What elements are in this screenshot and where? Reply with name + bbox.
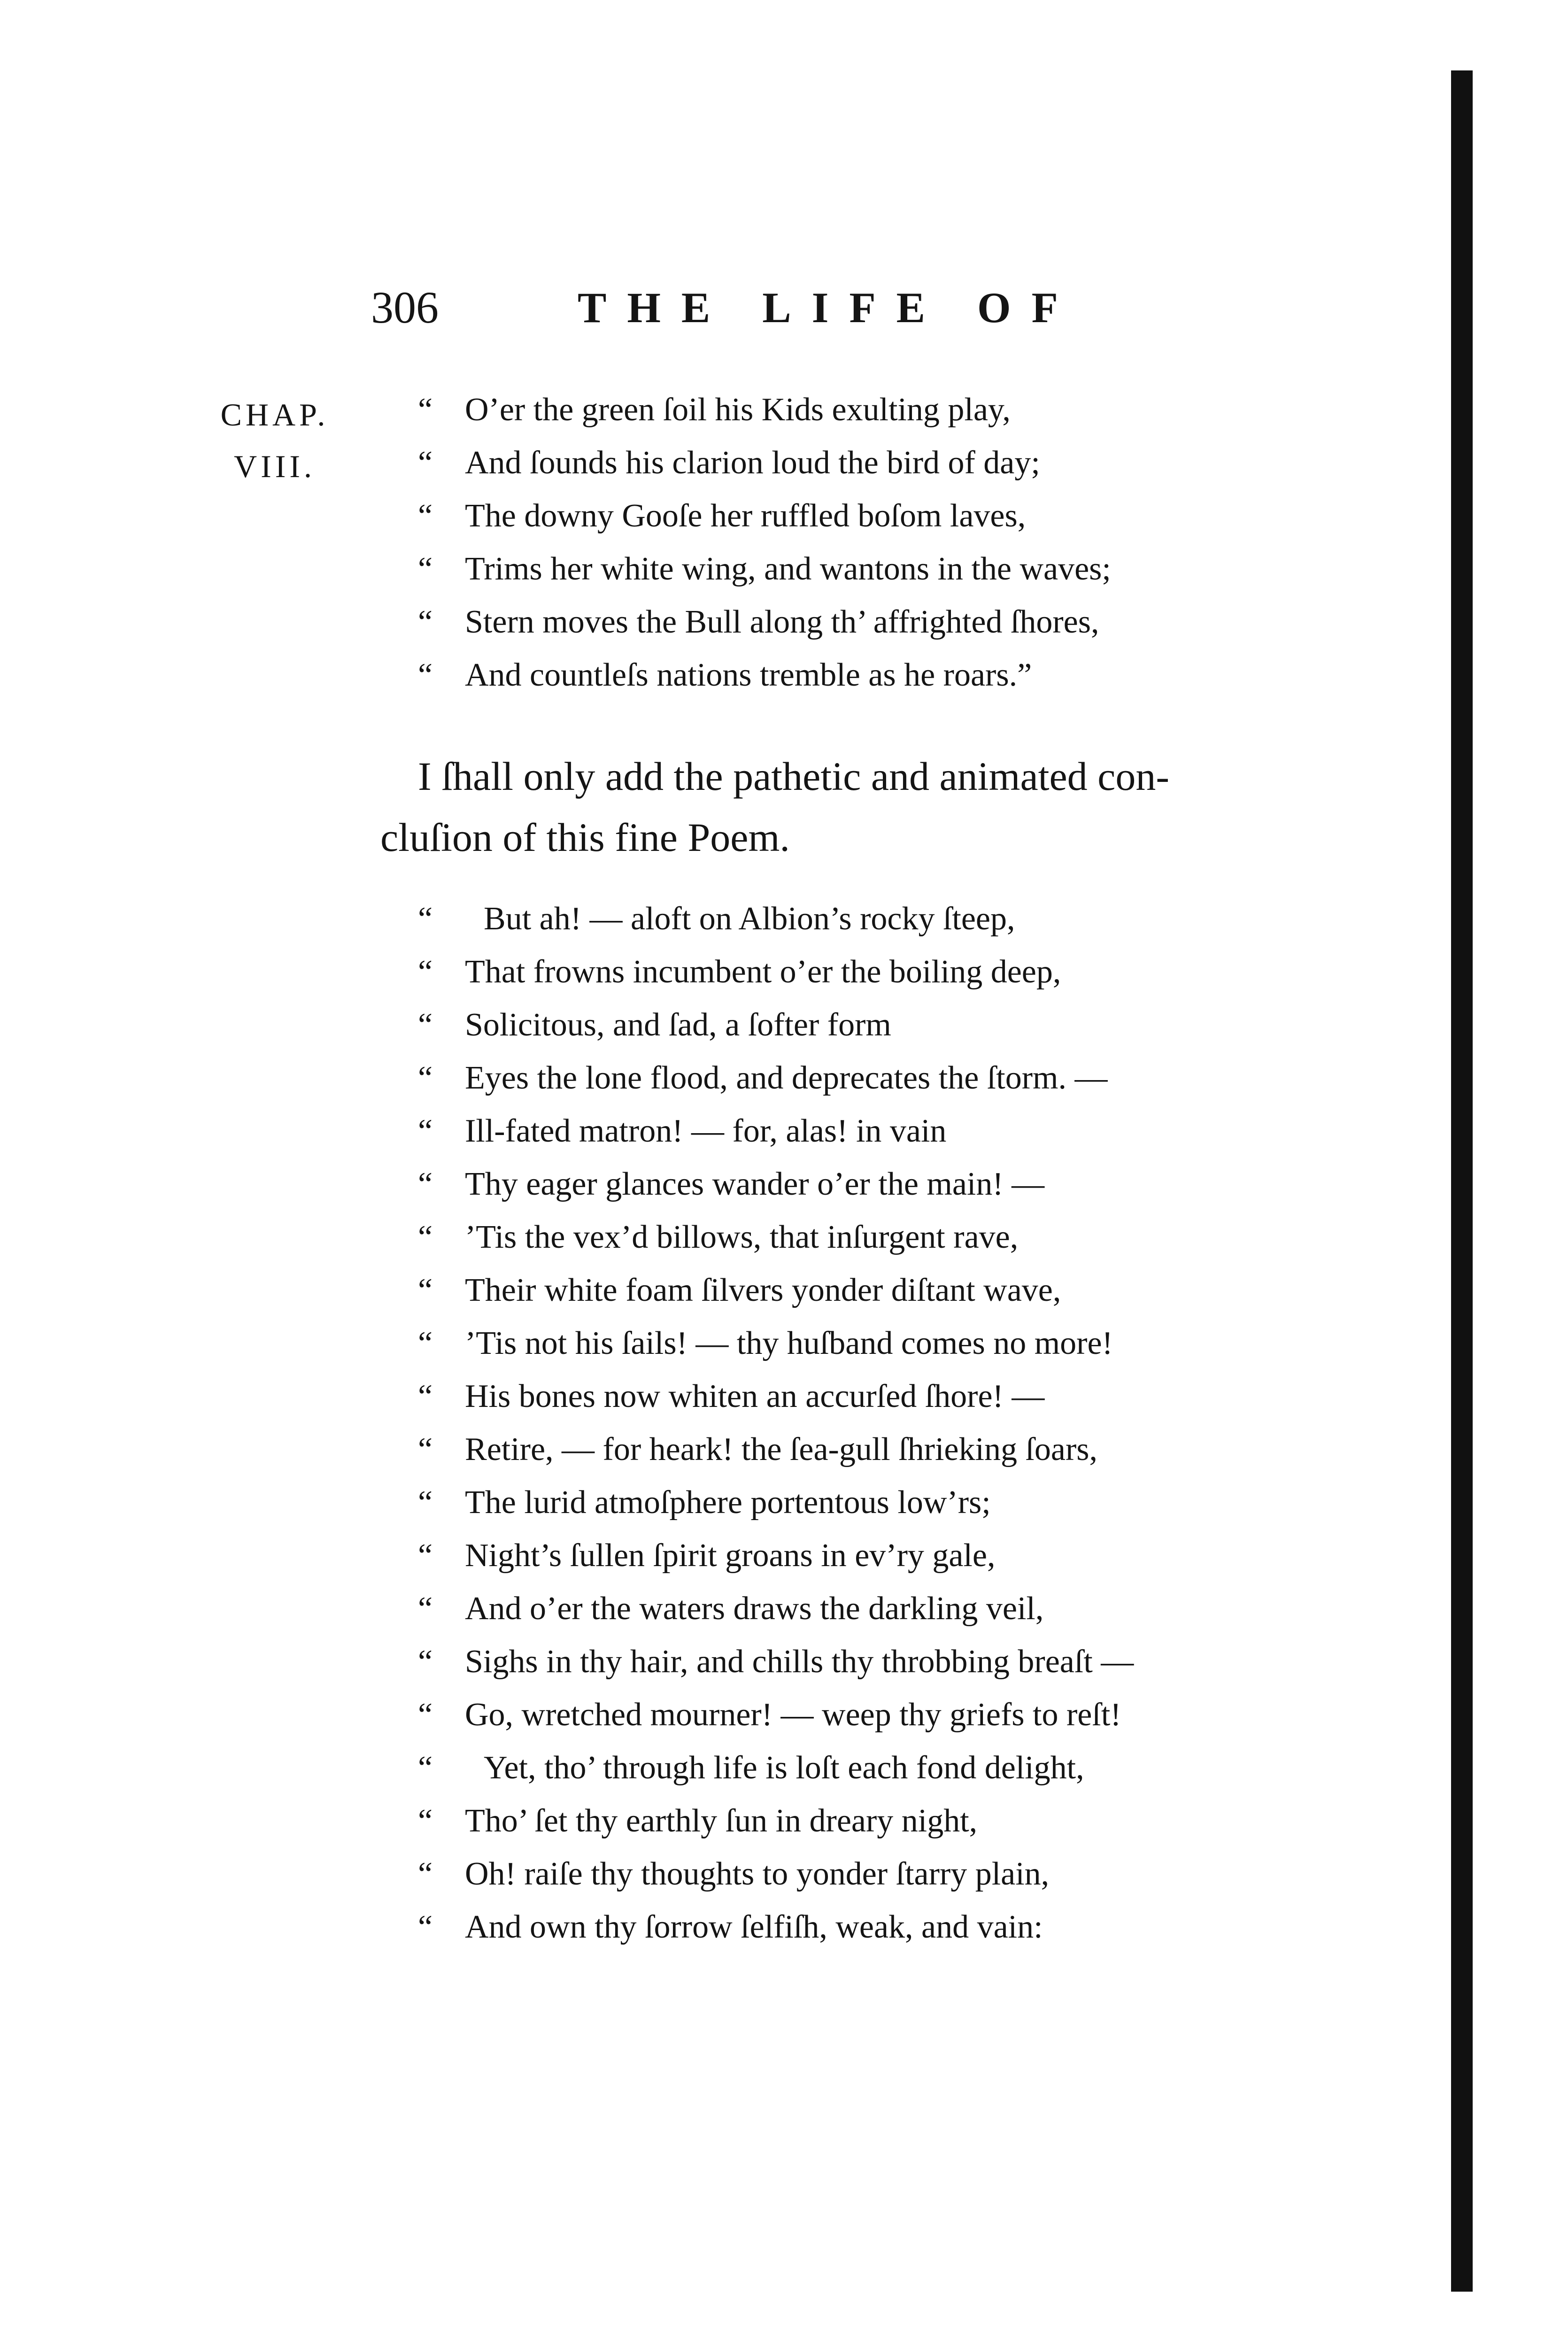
opening-quote-mark: “ [418, 1803, 433, 1839]
opening-quote-mark: “ [418, 1537, 433, 1574]
verse-text: Thy eager glances wander o’er the main! — [465, 1166, 1045, 1202]
opening-quote-mark: “ [418, 1378, 433, 1414]
verse-text: Tho’ ſet thy earthly ſun in dreary night, [465, 1803, 978, 1839]
chapter-label-line1: CHAP. [220, 397, 329, 433]
verse-text: Night’s ſullen ſpirit groans in ev’ry gale, [465, 1537, 996, 1574]
opening-quote-mark: “ [418, 1007, 433, 1043]
verse-text: Retire, — for heark! the ſea-gull ſhrieking ſoars, [465, 1431, 1098, 1468]
opening-quote-mark: “ [418, 1484, 433, 1521]
opening-quote-mark: “ [418, 1219, 433, 1255]
prose-paragraph [380, 746, 1357, 868]
opening-quote-mark: “ [418, 445, 433, 481]
opening-quote-mark: “ [418, 604, 433, 640]
opening-quote-mark: “ [418, 1644, 433, 1680]
prose-line-1: I ſhall only add the pathetic and animated con- [418, 754, 1169, 799]
verse-text: Trims her white wing, and wantons in the waves; [465, 551, 1111, 587]
opening-quote-mark: “ [418, 657, 433, 693]
page-header [371, 277, 1216, 338]
opening-quote-mark: “ [418, 1591, 433, 1627]
verse-text: ’Tis not his ſails! — thy huſband comes no more! [465, 1325, 1113, 1361]
opening-quote-mark: “ [418, 1909, 433, 1945]
page-number: 306 [371, 282, 439, 332]
verse-text: And own thy ſorrow ſelfiſh, weak, and vain: [465, 1909, 1043, 1945]
verse-text: The lurid atmoſphere portentous low’rs; [465, 1484, 991, 1521]
verse-text: And ſounds his clarion loud the bird of day; [465, 445, 1040, 481]
verse-text: Their white foam ſilvers yonder diſtant wave, [465, 1272, 1061, 1308]
verse-text: Stern moves the Bull along th’ affrighted ſhores, [465, 604, 1099, 640]
verse-text: Ill-fated matron! — for, alas! in vain [465, 1113, 947, 1149]
verse-text: Sighs in thy hair, and chills thy throbbing breaſt — [465, 1644, 1134, 1680]
verse-text: His bones now whiten an accurſed ſhore! — [465, 1378, 1045, 1414]
running-head: THE LIFE OF [578, 284, 1079, 332]
opening-quote-mark: “ [418, 392, 433, 428]
chapter-margin-label [197, 389, 352, 492]
opening-quote-mark: “ [418, 1750, 433, 1786]
verse-text: O’er the green ſoil his Kids exulting play, [465, 392, 1011, 428]
opening-quote-mark: “ [418, 498, 433, 534]
opening-quote-mark: “ [418, 1272, 433, 1308]
verse-text: Solicitous, and ſad, a ſofter form [465, 1007, 891, 1043]
opening-quote-mark: “ [418, 1697, 433, 1733]
opening-quote-mark: “ [418, 1166, 433, 1202]
verse-text: ’Tis the vex’d billows, that inſurgent rave, [465, 1219, 1019, 1255]
verse-text: The downy Gooſe her ruffled boſom laves, [465, 498, 1026, 534]
verse-text: And o’er the waters draws the darkling veil, [465, 1591, 1044, 1627]
opening-quote-mark: “ [418, 1856, 433, 1892]
opening-quote-mark: “ [418, 901, 433, 937]
verse-text: But ah! — aloft on Albion’s rocky ſteep, [484, 901, 1015, 937]
verse-text: Eyes the lone flood, and deprecates the ſtorm. — [465, 1060, 1108, 1096]
opening-quote-mark: “ [418, 1325, 433, 1361]
chapter-label-line2: VIII. [233, 448, 316, 484]
opening-quote-mark: “ [418, 954, 433, 990]
verse-text: Go, wretched mourner! — weep thy griefs to reſt! [465, 1697, 1121, 1733]
opening-quote-mark: “ [418, 551, 433, 587]
opening-quote-mark: “ [418, 1060, 433, 1096]
verse-text: Oh! raiſe thy thoughts to yonder ſtarry plain, [465, 1856, 1050, 1892]
opening-quote-mark: “ [418, 1431, 433, 1468]
verse-text: And countleſs nations tremble as he roars.” [465, 657, 1032, 693]
verse-text: Yet, tho’ through life is loſt each fond delight, [484, 1750, 1084, 1786]
verse-text: That frowns incumbent o’er the boiling deep, [465, 954, 1061, 990]
prose-line-2: cluſion of this fine Poem. [380, 815, 790, 860]
page-edge-shadow [1451, 70, 1473, 2292]
opening-quote-mark: “ [418, 1113, 433, 1149]
